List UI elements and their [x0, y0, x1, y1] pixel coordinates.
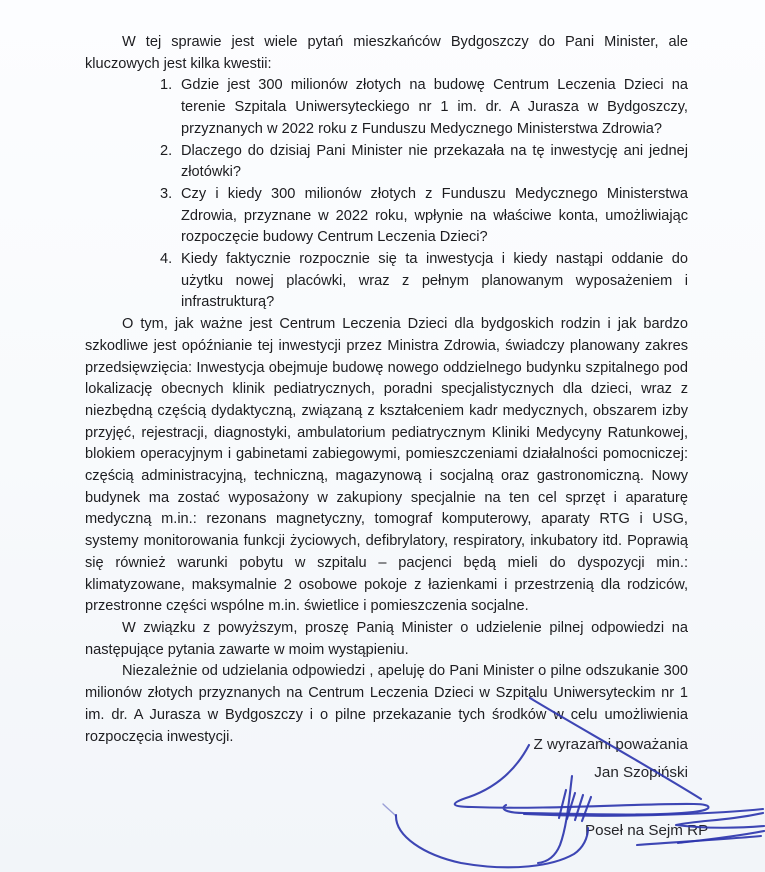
scope-paragraph: O tym, jak ważne jest Centrum Leczenia Dzieci dla bydgoskich rodzin i jak bardzo szkodliwe jest opóźnianie tej inwestycji przez Ministra Zdrowia, świadczy planowany zakres przedsięwzięcia: Inwestycja obejmuje budowę nowego oddzielnego budynku szpitalnego pod lokalizację obecnych klinik pediatrycznych, poradni specjalistycznych dla dzieci, wraz z niezbędną częścią dydaktyczną, związaną z kształceniem kadr medycznych, obszarem izby przyjęć, rejestracji, diagnostyki, ambulatorium pediatrycznym Kliniki Medycyny Ratunkowej, blokiem operacyjnym i gabinetami zabiegowymi, pomieszczeniami działalności pomocniczej: częścią administracyjną, techniczną, magazynową i socjalną oraz gastronomiczną. Nowy budynek ma zostać wyposażony w zakupiony specjalnie na ten cel sprzęt i aparaturę medyczną m.in.: rezonans magnetyczny, tomograf komputerowy, aparaty RTG i USG, systemy monitorowania funkcji życiowych, defibrylatory, respiratory, inkubatory itd. Poprawią się również warunki pobytu w szpitalu – pacjenci będą mieli do dyspozycji min.: klimatyzowane, maksymalnie 2 osobowe pokoje z łazienkami i przestrzenią dla rodziców, przestronne części wspólne m.in. świetlice i pomieszczenia socjalne.	[85, 316, 688, 615]
signer-name: Jan Szopiński	[594, 764, 688, 781]
question-number: 4.	[160, 251, 173, 268]
request-paragraph: W związku z powyższym, proszę Panią Minister o udzielenie pilnej odpowiedzi na następujące pytania zawarte w moim wystąpieniu.	[85, 619, 688, 658]
question-text: Kiedy faktycznie rozpocznie się ta inwestycja i kiedy nastąpi oddanie do użytku nowej placówki, wraz z pełnym planowanym wyposażeniem i infrastrukturą?	[181, 251, 688, 311]
question-number: 3.	[160, 185, 173, 202]
signer-role: Poseł na Sejm RP	[585, 822, 709, 839]
letter-body	[85, 32, 688, 748]
closing-phrase: Z wyrazami poważania	[533, 736, 688, 753]
questions-list	[85, 75, 688, 314]
question-text: Dlaczego do dzisiaj Pani Minister nie przekazała na tę inwestycję ani jednej złotówki?	[181, 142, 688, 181]
question-text: Gdzie jest 300 milionów złotych na budowę Centrum Leczenia Dzieci na terenie Szpitala Uniwersyteckiego nr 1 im. dr. A Jurasza w Bydgoszczy, przyznanych w 2022 roku z Funduszu Medycznego Ministerstwa Zdrowia?	[181, 77, 688, 137]
question-item-2	[160, 141, 688, 184]
question-item-3	[160, 184, 688, 249]
question-item-1	[160, 75, 688, 140]
question-text: Czy i kiedy 300 milionów złotych z Funduszu Medycznego Ministerstwa Zdrowia, przyznane w 2022 roku, wpłynie na właściwe konta, umożliwiając rozpoczęcie budowy Centrum Leczenia Dzieci?	[181, 185, 688, 246]
appeal-paragraph: Niezależnie od udzielania odpowiedzi , apeluję do Pani Minister o pilne odszukanie 300 milionów złotych przyznanych na Centrum Leczenia Dzieci w Szpitalu Uniwersyteckim nr 1 im. dr. A Jurasza w Bydgoszczy i o pilne przekazanie tych środków w celu umożliwienia rozpoczęcia inwestycji.	[85, 663, 688, 745]
question-number: 2.	[160, 142, 173, 159]
intro-paragraph: W tej sprawie jest wiele pytań mieszkańców Bydgoszczy do Pani Minister, ale kluczowych jest kilka kwestii:	[85, 34, 688, 72]
question-number: 1.	[160, 77, 173, 94]
question-item-4	[160, 249, 688, 314]
